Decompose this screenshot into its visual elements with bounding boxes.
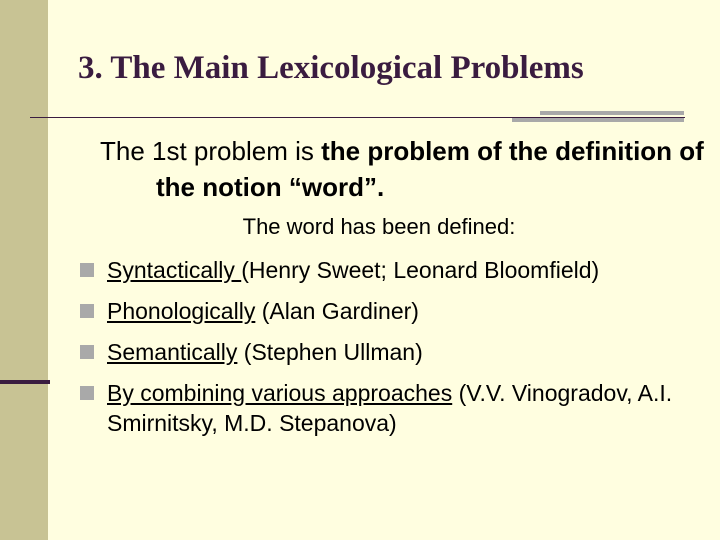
- divider-accent-bar-bottom: [512, 118, 684, 122]
- square-bullet-icon: [80, 304, 94, 318]
- bullet-detail: (Henry Sweet; Leonard Bloomfield): [241, 257, 600, 283]
- bullet-term: Syntactically: [107, 257, 242, 283]
- bullet-term: Phonologically: [107, 298, 256, 324]
- bullet-term: Semantically: [107, 339, 238, 365]
- bullet-item-syntactically: [78, 255, 698, 285]
- bullet-item-semantically: [78, 337, 698, 367]
- square-bullet-icon: [80, 263, 94, 277]
- divider-accent: [512, 111, 684, 124]
- bullet-term: By combining various approaches: [107, 380, 453, 406]
- bullet-item-combining: [78, 378, 698, 438]
- slide-title: 3. The Main Lexicological Problems: [78, 50, 584, 86]
- intro-paragraph: [100, 133, 720, 205]
- bullet-detail: (V.V. Vinogradov, A.I. Smirnitsky, M.D. Stepanova): [107, 380, 673, 436]
- square-bullet-icon: [80, 386, 94, 400]
- square-bullet-icon: [80, 345, 94, 359]
- side-bar-decoration: [0, 0, 48, 540]
- subtitle-text: The word has been defined:: [242, 214, 516, 239]
- divider-accent-bar-top: [540, 111, 684, 115]
- bullet-list: [78, 255, 698, 449]
- bullet-detail: (Alan Gardiner): [255, 298, 419, 324]
- intro-plain-text: The 1st problem is: [100, 136, 322, 166]
- bullet-detail: (Stephen Ullman): [237, 339, 423, 365]
- side-accent-line: [0, 380, 50, 384]
- intro-bold-text: the problem of the definition of the notion “word”.: [156, 136, 704, 202]
- bullet-item-phonologically: [78, 296, 698, 326]
